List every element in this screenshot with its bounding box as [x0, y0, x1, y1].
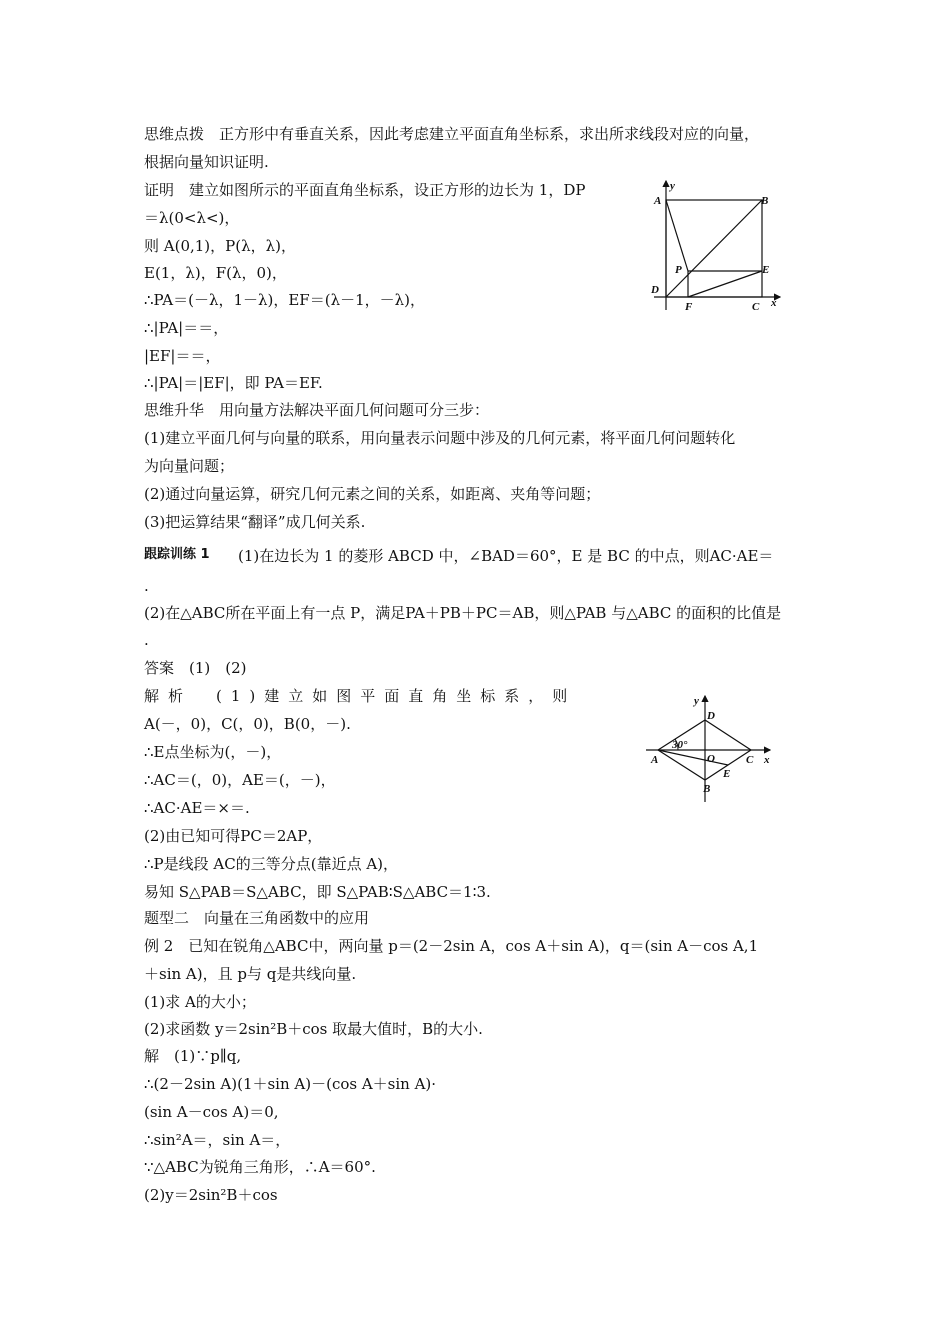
line-27: (1)求 A的大小；	[144, 993, 256, 1011]
label-y: y	[694, 695, 699, 707]
practice-q1: (1)在边长为 1 的菱形 ABCD 中，∠BAD＝60°，E 是 BC 的中点，则AC·AE＝	[238, 547, 774, 565]
label-o: O	[707, 753, 715, 765]
line-28: (2)求函数 y＝2sin²B＋cos 取最大值时，B的大小.	[144, 1020, 483, 1038]
rhombus-coordinate-figure	[640, 690, 775, 805]
segment-fe	[688, 271, 762, 297]
practice-heading: 跟踪训练 1	[144, 547, 210, 562]
answer-line: 答案 (1) (2)	[144, 659, 247, 677]
line-1: 思维点拨 正方形中有垂直关系，因此考虑建立平面直角坐标系，求出所求线段对应的向量，	[144, 125, 760, 143]
label-y: y	[670, 180, 675, 192]
line-3: 证明 建立如图所示的平面直角坐标系，设正方形的边长为 1，DP	[144, 181, 586, 199]
line-33: ∵△ABC为锐角三角形，∴A＝60°.	[144, 1158, 376, 1176]
line-13: 为向量问题；	[144, 457, 235, 475]
label-p: P	[675, 264, 682, 276]
line-14: (2)通过向量运算，研究几何元素之间的关系，如距离、夹角等问题；	[144, 485, 601, 503]
label-e: E	[723, 768, 731, 780]
practice-q1-end: .	[144, 577, 149, 595]
line-6: E(1，λ)，F(λ，0)，	[144, 264, 287, 282]
square-coordinate-figure	[640, 175, 790, 320]
label-b: B	[761, 195, 769, 207]
line-16: 解析 (1)建立如图平面直角坐标系，则	[144, 687, 577, 705]
line-12: (1)建立平面几何与向量的联系，用向量表示问题中涉及的几何元素，将平面几何问题转化	[144, 429, 736, 447]
label-d: D	[651, 284, 659, 296]
line-18: ∴E点坐标为(，－)，	[144, 743, 282, 761]
line-29: 解 (1)∵p∥q,	[144, 1047, 242, 1065]
label-a: A	[651, 754, 659, 766]
label-f: F	[685, 301, 693, 313]
practice-q2: (2)在△ABC所在平面上有一点 P，满足PA＋PB＋PC＝AB，则△PAB 与△ABC 的面积的比值是	[144, 604, 782, 622]
segment-ae	[658, 750, 728, 765]
line-32: ∴sin²A＝，sin A＝，	[144, 1131, 291, 1149]
line-21: (2)由已知可得PC＝2AP，	[144, 827, 323, 845]
label-c: C	[752, 301, 760, 313]
line-30: ∴(2－2sin A)(1＋sin A)－(cos A＋sin A)·	[144, 1075, 437, 1093]
line-34: (2)y＝2sin²B＋cos	[144, 1186, 278, 1204]
label-c: C	[746, 754, 754, 766]
line-15: (3)把运算结果“翻译”成几何关系.	[144, 513, 366, 531]
line-26: ＋sin A)，且 p与 q是共线向量.	[144, 965, 357, 983]
line-23: 易知 S△PAB＝S△ABC，即 S△PAB∶S△ABC＝1∶3.	[144, 883, 491, 901]
line-11: 思维升华 用向量方法解决平面几何问题可分三步：	[144, 401, 490, 419]
segment-db	[666, 200, 762, 297]
line-10: ∴|PA|＝|EF|，即 PA＝EF.	[144, 374, 323, 392]
line-2: 根据向量知识证明.	[144, 153, 269, 171]
line-20: ∴AC·AE＝×＝.	[144, 799, 250, 817]
line-4: ＝λ(0<λ<)，	[144, 209, 240, 227]
line-19: ∴AC＝(，0)，AE＝(，－)，	[144, 771, 336, 789]
line-31: (sin A－cos A)＝0,	[144, 1103, 279, 1121]
label-b: B	[703, 783, 711, 795]
line-24: 题型二 向量在三角函数中的应用	[144, 909, 370, 927]
segment-pa	[666, 200, 688, 271]
label-a: A	[654, 195, 662, 207]
line-9: |EF|＝＝，	[144, 347, 221, 365]
line-22: ∴P是线段 AC的三等分点(靠近点 A)，	[144, 855, 399, 873]
label-x: x	[771, 297, 777, 309]
line-7: ∴PA＝(－λ，1－λ)，EF＝(λ－1，－λ)，	[144, 291, 425, 309]
line-25: 例 2 已知在锐角△ABC中，两向量 p＝(2－2sin A，cos A＋sin A)，q＝(sin A－cos A,1	[144, 937, 759, 955]
label-e: E	[762, 264, 770, 276]
label-angle: 30°	[672, 739, 688, 751]
practice-q2-end: .	[144, 631, 149, 649]
line-8: ∴|PA|＝＝，	[144, 319, 229, 337]
label-x: x	[764, 754, 770, 766]
label-d: D	[707, 710, 715, 722]
line-17: A(－，0)，C(，0)，B(0，－).	[144, 715, 351, 733]
line-5: 则 A(0,1)，P(λ，λ)，	[144, 237, 296, 255]
